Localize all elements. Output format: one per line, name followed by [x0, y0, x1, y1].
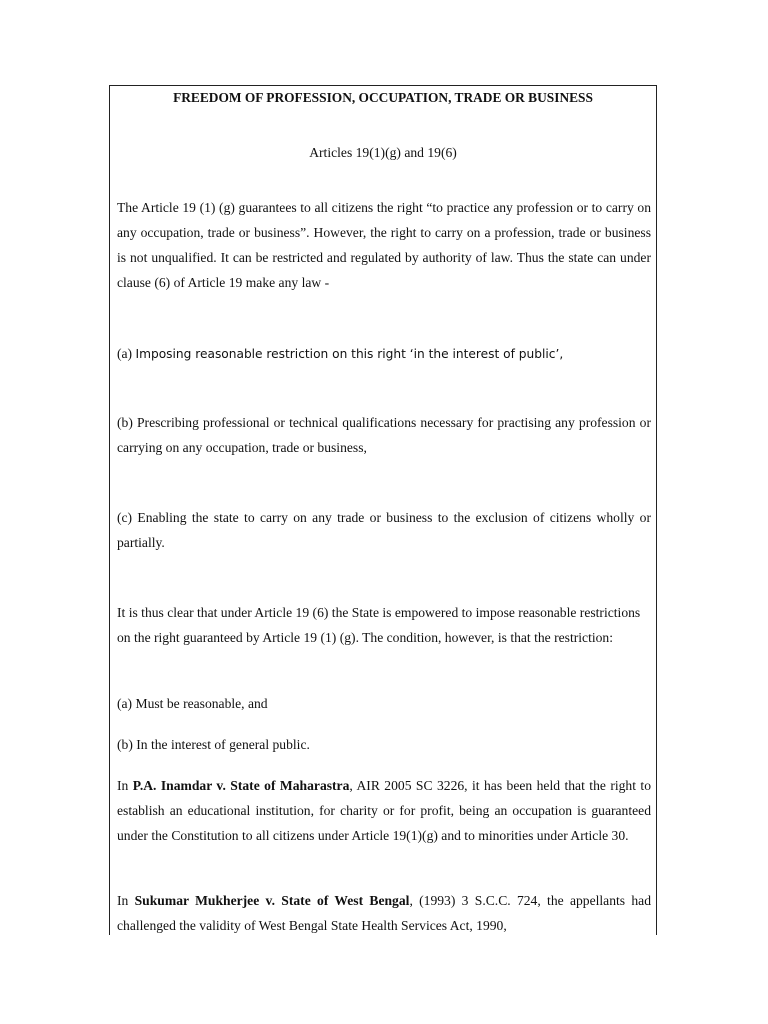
clause-a [117, 341, 651, 367]
document-subtitle: Articles 19(1)(g) and 19(6) [309, 145, 457, 160]
clause-c: (c) Enabling the state to carry on any trade or business to the exclusion of citizens wholly or partially. [117, 510, 651, 550]
case2-text: , (1993) 3 S.C.C. 724, the appellants had challenged the validity of West Bengal State Health Services Act, 1990, [117, 893, 651, 933]
case1-text: , AIR 2005 SC 3226, it has been held that the right to establish an educational institution, for charity or for profit, being an occupation is guaranteed under the Constitution to all citizens under Article 19(1)(g) and to minorities under Article 30. [117, 778, 652, 843]
document-page [109, 85, 657, 935]
document-title: FREEDOM OF PROFESSION, OCCUPATION, TRADE OR BUSINESS [173, 90, 593, 105]
intro-paragraph: The Article 19 (1) (g) guarantees to all citizens the right “to practice any profession or to carry on any occupation, trade or business”. However, the right to carry on a profession, trade or business is not unqualified. It can be restricted and regulated by authority of law. Thus the state can under clause (6) of Article 19 make any law - [117, 200, 651, 290]
case-inamdar-paragraph [117, 773, 651, 848]
case1-prefix: In [117, 778, 133, 793]
case-mukherjee-paragraph [117, 888, 651, 935]
clause-a-text: Imposing reasonable restriction on this right ‘in the interest of public’, [135, 347, 564, 361]
conclusion-paragraph: It is thus clear that under Article 19 (6) the State is empowered to impose reasonable restrictions on the right guaranteed by Article 19 (1) (g). The condition, however, is that the restriction: [117, 605, 641, 645]
condition-a: (a) Must be reasonable, and [117, 696, 268, 711]
case2-name: Sukumar Mukherjee v. State of West Bengal [134, 893, 410, 908]
case1-name: P.A. Inamdar v. State of Maharastra [132, 778, 350, 793]
condition-b: (b) In the interest of general public. [117, 737, 310, 752]
clause-a-prefix: (a) [117, 346, 136, 361]
case2-prefix: In [117, 893, 135, 908]
clause-b: (b) Prescribing professional or technical qualifications necessary for practising any profession or carrying on any occupation, trade or business, [117, 415, 651, 455]
